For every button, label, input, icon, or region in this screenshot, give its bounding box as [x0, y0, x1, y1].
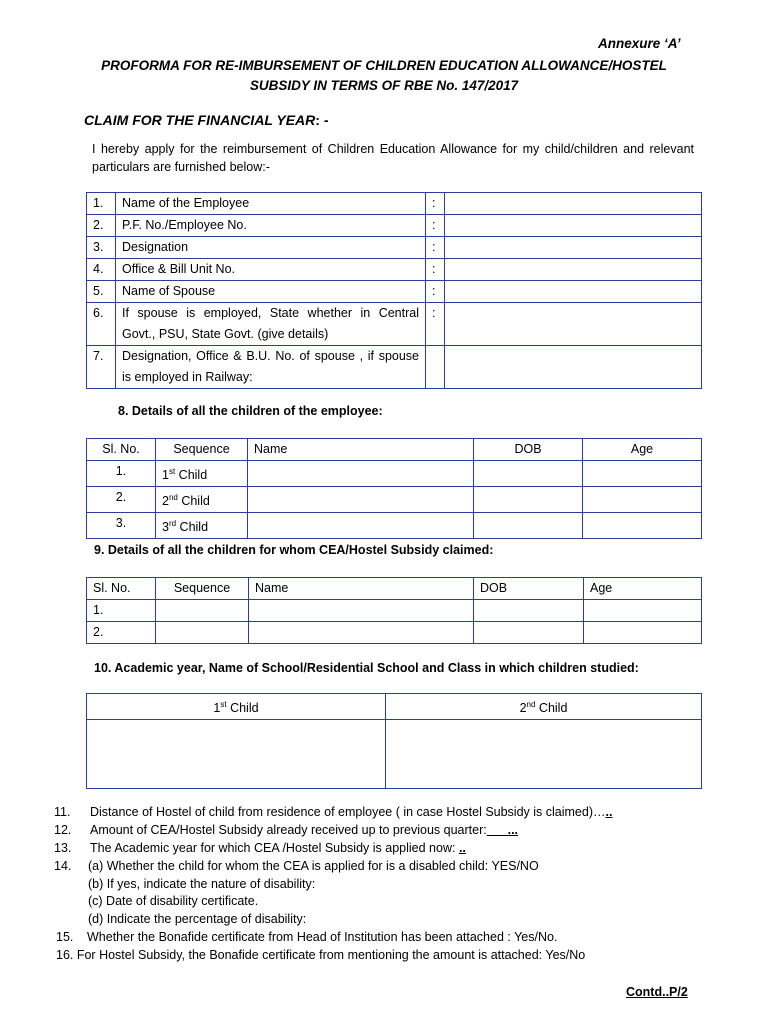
field-label: If spouse is employed, State whether in Central Govt., PSU, State Govt. (give details)	[116, 303, 426, 346]
child-name-field[interactable]	[249, 622, 474, 644]
colon: :	[426, 215, 445, 237]
field-label: Name of the Employee	[116, 193, 426, 215]
sequence-field[interactable]	[156, 600, 249, 622]
column-header: DOB	[474, 578, 584, 600]
seq-sup: nd	[168, 493, 178, 503]
table-row	[87, 346, 702, 389]
table-row	[87, 193, 702, 215]
col-num: 2	[519, 701, 527, 716]
spouse-railway-field[interactable]	[445, 346, 702, 389]
seq-word: Child	[176, 520, 209, 535]
row-number: 4.	[87, 259, 116, 281]
table-row	[87, 259, 702, 281]
seq-word: Child	[175, 468, 208, 483]
seq-sup: st	[168, 467, 176, 476]
question-15	[56, 930, 557, 944]
table-header-row	[87, 439, 702, 461]
office-bill-unit-field[interactable]	[445, 259, 702, 281]
question-number: 14.	[54, 859, 72, 873]
page-title-line2: SUBSIDY IN TERMS OF RBE No. 147/2017	[249, 78, 519, 93]
sequence-cell	[156, 513, 248, 539]
claim-label: CLAIM FOR THE FINANCIAL YEAR	[84, 112, 316, 128]
col-word: Child	[535, 701, 568, 716]
field-label: Office & Bill Unit No.	[116, 259, 426, 281]
serial-number: 2.	[87, 622, 156, 644]
seq-word: Child	[177, 494, 210, 509]
question-text: Amount of CEA/Hostel Subsidy already received up to previous quarter:	[90, 823, 487, 837]
table-header-row	[87, 694, 702, 720]
age-field[interactable]	[584, 600, 702, 622]
col-num: 1	[213, 701, 221, 716]
pf-number-field[interactable]	[445, 215, 702, 237]
row-number: 2.	[87, 215, 116, 237]
claimed-children-table	[86, 577, 702, 644]
table-row	[87, 487, 702, 513]
page-title	[40, 56, 728, 96]
spouse-employment-field[interactable]	[445, 303, 702, 346]
seq-sup: rd	[168, 519, 177, 529]
field-label: Designation, Office & B.U. No. of spouse , if spouse is employed in Railway:	[116, 346, 426, 389]
field-label: Designation	[116, 237, 426, 259]
column-header	[386, 694, 702, 720]
child-name-field[interactable]	[248, 513, 474, 539]
page-title-line1: PROFORMA FOR RE-IMBURSEMENT OF CHILDREN EDUCATION ALLOWANCE/HOSTEL	[101, 58, 667, 73]
column-header: DOB	[474, 439, 583, 461]
question-text: (a) Whether the child for whom the CEA is applied for is a disabled child: YES/NO	[88, 859, 539, 873]
dob-field[interactable]	[474, 600, 584, 622]
employee-details-table	[86, 192, 702, 389]
column-header: Sl. No.	[87, 578, 156, 600]
serial-number: 2.	[87, 487, 156, 513]
section-9-heading: 9. Details of all the children for whom CEA/Hostel Subsidy claimed:	[94, 543, 494, 557]
serial-number: 1.	[87, 461, 156, 487]
child-name-field[interactable]	[249, 600, 474, 622]
claim-suffix: : -	[315, 112, 329, 128]
table-row	[87, 622, 702, 644]
age-field[interactable]	[583, 487, 702, 513]
colon: :	[426, 237, 445, 259]
row-number: 1.	[87, 193, 116, 215]
seq-num: 3	[162, 520, 169, 535]
colon: :	[426, 281, 445, 303]
school-details-table	[86, 693, 702, 789]
children-table	[86, 438, 702, 539]
answer-blank[interactable]: ___...	[486, 823, 519, 837]
dob-field[interactable]	[474, 487, 583, 513]
employee-name-field[interactable]	[445, 193, 702, 215]
question-11	[54, 805, 612, 819]
column-header	[87, 694, 386, 720]
sequence-cell	[156, 461, 248, 487]
col-sup: nd	[526, 700, 536, 709]
question-14b: (b) If yes, indicate the nature of disability:	[88, 877, 316, 891]
colon: :	[426, 259, 445, 281]
column-header: Age	[583, 439, 702, 461]
column-header: Sl. No.	[87, 439, 156, 461]
age-field[interactable]	[584, 622, 702, 644]
question-number: 13.	[54, 841, 72, 855]
table-row	[87, 237, 702, 259]
dob-field[interactable]	[474, 622, 584, 644]
child-name-field[interactable]	[248, 461, 474, 487]
colon: :	[426, 193, 445, 215]
dob-field[interactable]	[474, 461, 583, 487]
claim-financial-year	[84, 112, 328, 128]
row-number: 7.	[87, 346, 116, 389]
age-field[interactable]	[583, 513, 702, 539]
seq-num: 1	[162, 468, 169, 483]
question-text: Distance of Hostel of child from residence of employee ( in case Hostel Subsidy is claimed)…	[90, 805, 606, 819]
row-number: 6.	[87, 303, 116, 346]
question-number: 11.	[54, 805, 71, 819]
designation-field[interactable]	[445, 237, 702, 259]
question-number: 15.	[56, 930, 74, 944]
field-label: Name of Spouse	[116, 281, 426, 303]
col-word: Child	[226, 701, 259, 716]
field-label: P.F. No./Employee No.	[116, 215, 426, 237]
question-16: 16. For Hostel Subsidy, the Bonafide certificate from mentioning the amount is attached: Yes/No	[56, 948, 586, 962]
seq-num: 2	[162, 494, 169, 509]
colon: :	[426, 303, 445, 346]
answer-blank[interactable]: ..	[458, 841, 466, 855]
column-header: Sequence	[156, 578, 249, 600]
question-14a	[54, 859, 539, 873]
serial-number: 3.	[87, 513, 156, 539]
table-row	[87, 720, 702, 789]
table-row	[87, 513, 702, 539]
table-row	[87, 303, 702, 346]
age-field[interactable]	[583, 461, 702, 487]
column-header: Sequence	[156, 439, 248, 461]
section-10-heading: 10. Academic year, Name of School/Residential School and Class in which children studied:	[94, 661, 639, 675]
question-13	[54, 841, 466, 855]
spouse-name-field[interactable]	[445, 281, 702, 303]
question-text: The Academic year for which CEA /Hostel Subsidy is applied now:	[90, 841, 459, 855]
continued-label: Contd..P/2	[626, 985, 688, 999]
column-header: Age	[584, 578, 702, 600]
table-row	[87, 461, 702, 487]
serial-number: 1.	[87, 600, 156, 622]
col-sup: st	[220, 700, 227, 709]
row-number: 3.	[87, 237, 116, 259]
annexure-label: Annexure ‘A’	[598, 36, 681, 51]
table-header-row	[87, 578, 702, 600]
second-child-school-field[interactable]	[386, 720, 702, 789]
question-14c: (c) Date of disability certificate.	[88, 894, 259, 908]
dob-field[interactable]	[474, 513, 583, 539]
sequence-field[interactable]	[156, 622, 249, 644]
table-row	[87, 600, 702, 622]
question-12	[54, 823, 518, 837]
answer-blank[interactable]: ..	[605, 805, 613, 819]
section-8-heading: 8. Details of all the children of the employee:	[118, 404, 383, 418]
question-text: Whether the Bonafide certificate from Head of Institution has been attached : Yes/No.	[87, 930, 558, 944]
question-14d: (d) Indicate the percentage of disability:	[88, 912, 307, 926]
intro-paragraph: I hereby apply for the reimbursement of Children Education Allowance for my child/children and relevant particulars are furnished below:-	[92, 142, 694, 174]
table-row	[87, 215, 702, 237]
colon	[426, 346, 445, 389]
child-name-field[interactable]	[248, 487, 474, 513]
row-number: 5.	[87, 281, 116, 303]
first-child-school-field[interactable]	[87, 720, 386, 789]
column-header: Name	[249, 578, 474, 600]
sequence-cell	[156, 487, 248, 513]
question-number: 12.	[54, 823, 72, 837]
column-header: Name	[248, 439, 474, 461]
table-row	[87, 281, 702, 303]
